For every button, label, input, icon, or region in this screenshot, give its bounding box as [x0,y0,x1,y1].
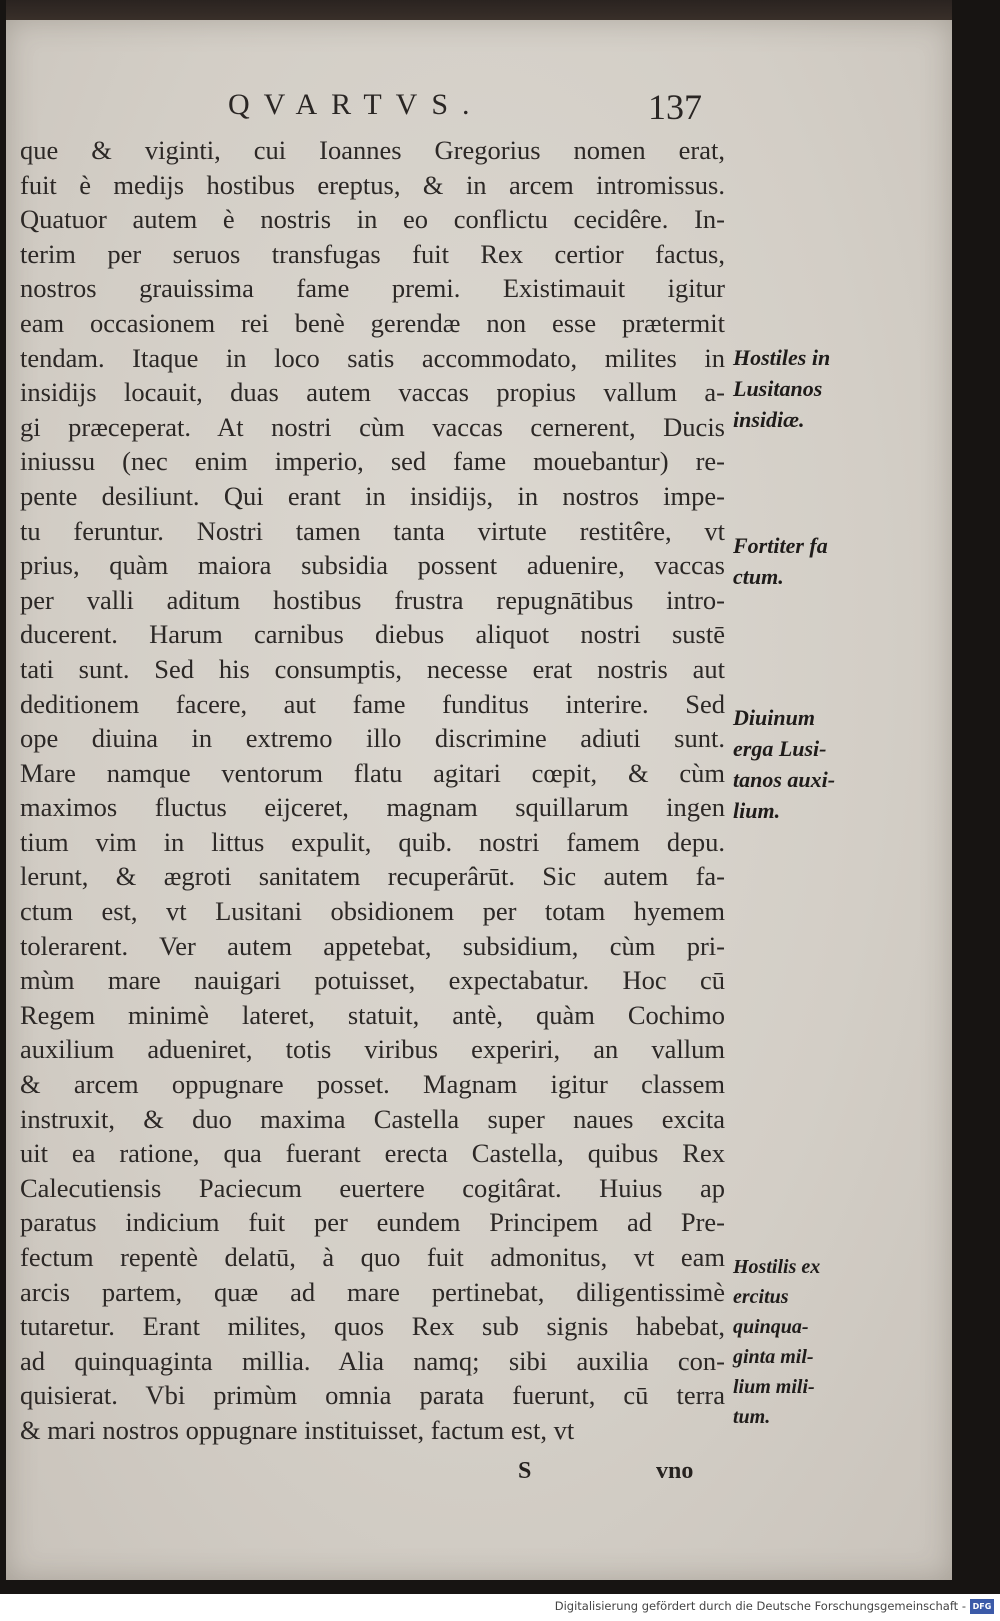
page-top-edge [6,0,952,22]
text-line: tium vim in littus expulit, quib. nostri famem depu. [20,826,725,857]
text-line: ad quinquaginta millia. Alia namq; sibi auxilia con- [20,1345,725,1376]
side-note-diuinum [733,702,863,826]
text-line: ducerent. Harum carnibus diebus aliquot nostri sustē [20,619,725,650]
text-line: maximos fluctus eijceret, magnam squillarum ingen [20,792,725,823]
side-note-hostiles [733,342,863,435]
side-note-fortiter [733,530,863,592]
catchword: vno [656,1458,694,1484]
text-line: prius, quàm maiora subsidia possent aduenire, vaccas [20,550,725,581]
side-note-line: tum. [733,1406,771,1428]
signature-mark: S [518,1458,532,1484]
side-note-line: lium mili- [733,1376,815,1398]
text-line: lerunt, & ægroti sanitatem recuperârūt. Sic autem fa- [20,861,725,892]
footer-credit: Digitalisierung gefördert durch die Deutsche Forschungsgemeinschaft - [554,1599,966,1613]
dfg-logo-icon: DFG [970,1599,994,1614]
side-note-line: tanos auxi- [733,767,836,792]
text-line: tolerarent. Ver autem appetebat, subsidium, cùm pri- [20,930,725,961]
side-note-line: insidiæ. [733,407,805,432]
text-line: Regem minimè lateret, statuit, antè, quàm Cochimo [20,999,725,1030]
text-line: terim per seruos transfugas fuit Rex certior factus, [20,238,725,269]
footer-bar [0,1594,1000,1621]
text-line: ctum est, vt Lusitani obsidionem per totam hyemem [20,896,725,927]
page-number: 137 [648,87,702,127]
text-line: per valli aditum hostibus frustra repugnātibus intro- [20,584,725,615]
text-line: Mare namque ventorum flatu agitari cœpit, & cùm [20,757,725,788]
text-line: Calecutiensis Paciecum euertere cogitârat. Huius ap [20,1172,725,1203]
text-line: arcis partem, quæ ad mare pertinebat, diligentissimè [20,1276,725,1307]
side-note-line: ginta mil- [733,1346,814,1368]
side-note-line: Hostilis ex [733,1256,821,1278]
side-note-line: lium. [733,798,781,823]
text-line: instruxit, & duo maxima Castella super naues excita [20,1103,725,1134]
side-note-line: Diuinum [733,705,815,730]
text-line: ope diuina in extremo illo discrimine adiuti sunt. [20,723,725,754]
text-line: insidijs locauit, duas autem vaccas propius vallum a- [20,377,725,408]
text-line: quisierat. Vbi primùm omnia parata fuerunt, cū terra [20,1380,725,1411]
text-line: tu feruntur. Nostri tamen tanta virtute restitêre, vt [20,515,725,546]
text-line: nostros grauissima fame premi. Existimauit igitur [20,273,725,304]
text-line: paratus indicium fuit per eundem Principem ad Pre- [20,1207,725,1238]
text-line: que & viginti, cui Ioannes Gregorius nomen erat, [20,135,725,165]
side-note-line: quinqua- [733,1316,809,1338]
running-head: QVARTVS. [228,88,484,121]
text-line: iniussu (nec enim imperio, sed fame mouebantur) re- [20,446,725,477]
side-note-line: ercitus [733,1286,789,1308]
side-note-line: Lusitanos [733,376,823,401]
text-line: uit ea ratione, qua fuerant erecta Castella, quibus Rex [20,1138,725,1169]
side-note-line: erga Lusi- [733,736,827,761]
text-line: tati sunt. Sed his consumptis, necesse erat nostris aut [20,653,725,684]
text-line: deditionem facere, aut fame funditus interire. Sed [20,688,725,719]
text-line: auxilium adueniret, totis viribus experiri, an vallum [20,1034,725,1065]
side-note-line: Hostiles in [733,345,831,370]
body-text [20,133,725,1448]
text-line: mùm mare nauigari potuisset, expectabatur. Hoc cū [20,965,725,996]
text-line: & mari nostros oppugnare instituisset, factum est, vt [20,1414,575,1445]
side-note-hostilis [733,1252,863,1432]
text-line: Quatuor autem è nostris in eo conflictu cecidêre. In- [20,204,725,235]
text-line: tutaretur. Erant milites, quos Rex sub signis habebat, [20,1311,725,1342]
side-note-line: Fortiter fa [733,533,828,558]
side-note-line: ctum. [733,564,784,589]
text-line: gi præceperat. At nostri cùm vaccas cernerent, Ducis [20,411,725,442]
text-line: tendam. Itaque in loco satis accommodato, milites in [20,342,725,373]
text-line: fectum repentè delatū, à quo fuit admonitus, vt eam [20,1242,725,1272]
text-line: & arcem oppugnare posset. Magnam igitur classem [20,1069,725,1100]
text-line: fuit è medijs hostibus ereptus, & in arcem intromissus. [20,169,725,200]
text-line: pente desiliunt. Qui erant in insidijs, in nostros impe- [20,480,725,511]
text-line: eam occasionem rei benè gerendæ non esse prætermit [20,307,725,338]
